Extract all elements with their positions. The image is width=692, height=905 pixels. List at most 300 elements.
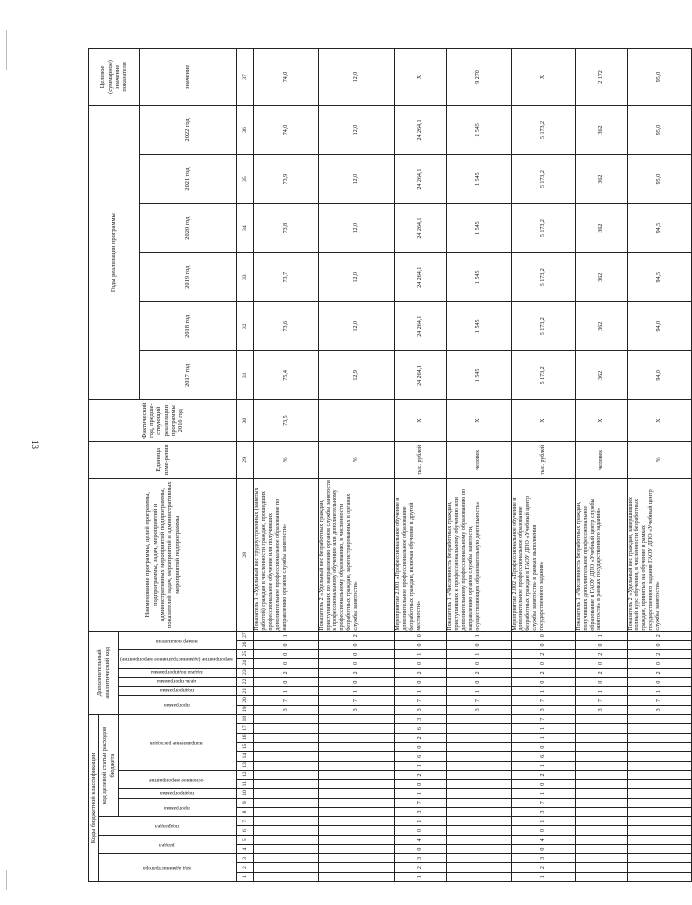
row-name-cell: Показатель 2 «Удельный вес граждан, завершивших полный курс обучения, в численности безработных граждан, принятых на обучение в рамках государственного задания ГАОУ ДПО «Учебный центр службы занятости» bbox=[627, 478, 691, 631]
code-digit-cell bbox=[575, 854, 627, 863]
code-digit-cell: 0 bbox=[511, 826, 575, 835]
table-row bbox=[575, 49, 627, 882]
column-index-cell: 1 bbox=[237, 872, 254, 881]
row-name-cell: Мероприятие 2.001 «Профессиональное обучение и дополнительное профессиональное образование безработных граждан, включая обучение в другой местности» bbox=[395, 478, 447, 631]
code-digit-cell bbox=[447, 817, 511, 826]
code-digit-cell: 1 bbox=[627, 687, 691, 696]
code-digit-cell: 0 bbox=[511, 780, 575, 789]
column-index-cell: 31 bbox=[237, 351, 254, 400]
code-digit-cell: 1 bbox=[511, 733, 575, 742]
target-value-cell: Х bbox=[395, 49, 447, 106]
column-index-cell: 26 bbox=[237, 640, 254, 649]
code-digit-cell bbox=[575, 715, 627, 724]
code-digit-cell bbox=[575, 724, 627, 733]
year-value-cell: 1 545 bbox=[447, 253, 511, 302]
unit-cell: человек bbox=[447, 441, 511, 478]
code-digit-cell: 2 bbox=[575, 650, 627, 659]
code-digit-cell bbox=[575, 780, 627, 789]
program-indicators-table bbox=[88, 48, 692, 882]
column-index-cell: 12 bbox=[237, 770, 254, 779]
column-index-cell: 34 bbox=[237, 204, 254, 253]
table-body bbox=[237, 49, 692, 882]
code-digit-cell: 0 bbox=[395, 743, 447, 752]
kbk-mero-header: основное мероприятие bbox=[119, 770, 237, 789]
code-digit-cell bbox=[575, 761, 627, 770]
code-digit-cell: 0 bbox=[395, 780, 447, 789]
code-digit-cell bbox=[254, 752, 318, 761]
table-row bbox=[395, 49, 447, 882]
fact-year-cell: Х bbox=[447, 400, 511, 441]
code-digit-cell: 1 bbox=[575, 631, 627, 640]
code-digit-cell: 0 bbox=[254, 650, 318, 659]
code-digit-cell bbox=[318, 872, 395, 881]
code-digit-cell: 3 bbox=[447, 705, 511, 714]
code-digit-cell: 0 bbox=[511, 677, 575, 686]
code-digit-cell: 3 bbox=[395, 807, 447, 816]
column-index-cell: 25 bbox=[237, 650, 254, 659]
scan-edge-mark bbox=[6, 30, 7, 70]
code-digit-cell bbox=[254, 761, 318, 770]
year-value-cell: 24 264,1 bbox=[395, 351, 447, 400]
code-digit-cell: 1 bbox=[254, 631, 318, 640]
year-value-cell: 12,0 bbox=[318, 204, 395, 253]
table-row bbox=[254, 49, 318, 882]
code-digit-cell: 0 bbox=[395, 659, 447, 668]
code-digit-cell: 0 bbox=[575, 640, 627, 649]
code-digit-cell bbox=[627, 835, 691, 844]
code-digit-cell: 0 bbox=[627, 659, 691, 668]
column-index-cell: 32 bbox=[237, 302, 254, 351]
code-digit-cell bbox=[575, 743, 627, 752]
code-digit-cell: 0 bbox=[318, 640, 395, 649]
code-digit-cell: 7 bbox=[627, 696, 691, 705]
column-index-cell: 4 bbox=[237, 844, 254, 853]
code-digit-cell bbox=[318, 743, 395, 752]
code-digit-cell bbox=[627, 844, 691, 853]
year-value-cell: 1 545 bbox=[447, 351, 511, 400]
target-value-cell: 95,0 bbox=[627, 49, 691, 106]
column-index-cell: 35 bbox=[237, 155, 254, 204]
code-digit-cell bbox=[575, 826, 627, 835]
code-digit-cell bbox=[627, 789, 691, 798]
column-index-cell: 27 bbox=[237, 631, 254, 640]
code-digit-cell bbox=[254, 770, 318, 779]
year-value-cell: 362 bbox=[575, 253, 627, 302]
code-digit-cell: 2 bbox=[395, 770, 447, 779]
year-value-cell: 5 173,2 bbox=[511, 204, 575, 253]
code-digit-cell: 3 bbox=[395, 715, 447, 724]
code-digit-cell: 0 bbox=[395, 677, 447, 686]
year-value-cell: 12,0 bbox=[318, 302, 395, 351]
code-digit-cell: 0 bbox=[627, 640, 691, 649]
year-value-cell: 74,0 bbox=[254, 105, 318, 154]
year-value-cell: 5 173,2 bbox=[511, 105, 575, 154]
year-value-cell: 362 bbox=[575, 351, 627, 400]
table-row bbox=[627, 49, 691, 882]
fact-year-cell: Х bbox=[511, 400, 575, 441]
code-digit-cell bbox=[318, 715, 395, 724]
row-name-cell: Показатель 1 «Численность безработных граждан, приступивших к профессиональному обучению или дополнительному профессиональному образованию по направлению органов службы занятости, осуществляющих образовательную деятельность» bbox=[447, 478, 511, 631]
code-digit-cell: 1 bbox=[254, 687, 318, 696]
code-digit-cell: 2 bbox=[447, 668, 511, 677]
code-digit-cell: 3 bbox=[627, 705, 691, 714]
column-index-cell: 21 bbox=[237, 687, 254, 696]
column-index-cell: 36 bbox=[237, 105, 254, 154]
code-digit-cell: 0 bbox=[447, 659, 511, 668]
code-digit-cell bbox=[318, 817, 395, 826]
unit-cell: % bbox=[318, 441, 395, 478]
code-digit-cell: 7 bbox=[511, 798, 575, 807]
year-value-cell: 24 264,1 bbox=[395, 204, 447, 253]
code-digit-cell bbox=[447, 844, 511, 853]
year-value-cell: 75,4 bbox=[254, 351, 318, 400]
code-digit-cell: 0 bbox=[395, 826, 447, 835]
code-digit-cell bbox=[254, 733, 318, 742]
column-index-cell: 18 bbox=[237, 715, 254, 724]
code-digit-cell: 4 bbox=[395, 835, 447, 844]
year-header: 2018 год bbox=[139, 302, 237, 351]
column-index-cell: 29 bbox=[237, 441, 254, 478]
target-value-cell: 2 172 bbox=[575, 49, 627, 106]
code-digit-cell bbox=[627, 715, 691, 724]
code-digit-cell: 2 bbox=[395, 733, 447, 742]
column-index-cell: 8 bbox=[237, 807, 254, 816]
code-digit-cell: 0 bbox=[447, 677, 511, 686]
code-digit-cell: 2 bbox=[511, 650, 575, 659]
column-index-cell: 33 bbox=[237, 253, 254, 302]
column-index-cell: 6 bbox=[237, 826, 254, 835]
code-digit-cell: 3 bbox=[511, 705, 575, 714]
code-digit-cell bbox=[254, 835, 318, 844]
code-digit-cell: 0 bbox=[254, 659, 318, 668]
unit-cell: тыс. рублей bbox=[395, 441, 447, 478]
dop-prog-header: программа bbox=[119, 696, 237, 715]
year-value-cell: 362 bbox=[575, 302, 627, 351]
years-group-header: Годы реализации программы bbox=[89, 105, 140, 400]
code-digit-cell bbox=[627, 780, 691, 789]
code-digit-cell: 0 bbox=[511, 631, 575, 640]
year-value-cell: 12,0 bbox=[318, 155, 395, 204]
code-digit-cell bbox=[575, 752, 627, 761]
code-digit-cell: 0 bbox=[511, 743, 575, 752]
target-value-header: значение bbox=[139, 49, 237, 106]
column-index-cell: 17 bbox=[237, 724, 254, 733]
code-digit-cell: 3 bbox=[395, 854, 447, 863]
code-digit-cell: 1 bbox=[395, 650, 447, 659]
code-digit-cell bbox=[447, 826, 511, 835]
column-index-cell: 11 bbox=[237, 780, 254, 789]
code-digit-cell bbox=[447, 863, 511, 872]
code-digit-cell bbox=[575, 872, 627, 881]
code-digit-cell: 0 bbox=[511, 659, 575, 668]
year-value-cell: 5 173,2 bbox=[511, 253, 575, 302]
code-digit-cell bbox=[627, 826, 691, 835]
column-index-cell: 13 bbox=[237, 761, 254, 770]
code-digit-cell bbox=[575, 863, 627, 872]
year-value-cell: 95,0 bbox=[627, 105, 691, 154]
code-digit-cell: 1 bbox=[395, 789, 447, 798]
code-digit-cell bbox=[254, 789, 318, 798]
code-digit-cell bbox=[627, 724, 691, 733]
year-value-cell: 24 264,1 bbox=[395, 253, 447, 302]
year-value-cell: 362 bbox=[575, 155, 627, 204]
year-header: 2022 год bbox=[139, 105, 237, 154]
code-digit-cell bbox=[254, 817, 318, 826]
code-digit-cell: 2 bbox=[395, 668, 447, 677]
code-digit-cell: 0 bbox=[511, 844, 575, 853]
code-digit-cell: 0 bbox=[395, 631, 447, 640]
code-digit-cell bbox=[575, 770, 627, 779]
code-digit-cell: 3 bbox=[575, 705, 627, 714]
code-digit-cell bbox=[318, 724, 395, 733]
row-name-cell: Показатель 2 «Удельный вес безработных граждан, приступивших по направлению органов службы занятости к профессиональному обучению или дополнительному профессиональному образованию, в численности безработных граждан, зарегистрированных в органах службы занятости» bbox=[318, 478, 395, 631]
code-digit-cell bbox=[627, 733, 691, 742]
year-value-cell: 24 264,1 bbox=[395, 302, 447, 351]
code-digit-cell bbox=[627, 743, 691, 752]
code-digit-cell bbox=[447, 798, 511, 807]
code-digit-cell bbox=[254, 780, 318, 789]
code-digit-cell bbox=[627, 752, 691, 761]
code-digit-cell bbox=[447, 743, 511, 752]
code-digit-cell bbox=[318, 835, 395, 844]
kbk-admin-header: код администратора bbox=[99, 854, 237, 882]
year-value-cell: 95,0 bbox=[627, 155, 691, 204]
year-value-cell: 1 545 bbox=[447, 105, 511, 154]
code-digit-cell bbox=[575, 733, 627, 742]
code-digit-cell: 1 bbox=[511, 724, 575, 733]
code-digit-cell: 1 bbox=[395, 687, 447, 696]
column-index-cell: 23 bbox=[237, 668, 254, 677]
code-digit-cell bbox=[447, 752, 511, 761]
target-value-cell: 9 270 bbox=[447, 49, 511, 106]
kbk-podrazdel-header: подраздел bbox=[99, 817, 237, 836]
column-index-cell: 24 bbox=[237, 659, 254, 668]
code-digit-cell bbox=[318, 863, 395, 872]
year-value-cell: 12,0 bbox=[318, 253, 395, 302]
year-value-cell: 73,7 bbox=[254, 253, 318, 302]
target-value-cell: 74,0 bbox=[254, 49, 318, 106]
dop-code-header: Дополнительный аналитический код bbox=[89, 631, 119, 714]
code-digit-cell: 1 bbox=[395, 817, 447, 826]
code-digit-cell bbox=[254, 743, 318, 752]
kbk-tsel-header: код целевой статьи расходов бюджета bbox=[99, 715, 119, 817]
year-header: 2020 год bbox=[139, 204, 237, 253]
code-digit-cell bbox=[318, 798, 395, 807]
unit-cell: тыс. рублей bbox=[511, 441, 575, 478]
code-digit-cell bbox=[318, 854, 395, 863]
code-digit-cell: 0 bbox=[447, 640, 511, 649]
dop-pokaz-header: номер показателя bbox=[119, 631, 237, 650]
header-row-1 bbox=[89, 49, 99, 882]
code-digit-cell bbox=[318, 761, 395, 770]
column-index-cell: 9 bbox=[237, 798, 254, 807]
row-name-cell: Мероприятие 2.002 «Профессиональное обучение и дополнительное профессиональное образование безработных граждан в ГАОУ ДПО «Учебный центр службы занятости» в рамках выполнения государственного задания» bbox=[511, 478, 575, 631]
code-digit-cell bbox=[447, 854, 511, 863]
code-digit-cell: 6 bbox=[511, 752, 575, 761]
year-value-cell: 362 bbox=[575, 204, 627, 253]
column-index-cell: 16 bbox=[237, 733, 254, 742]
code-digit-cell: 7 bbox=[511, 696, 575, 705]
column-index-cell: 19 bbox=[237, 705, 254, 714]
year-header: 2017 год bbox=[139, 351, 237, 400]
code-digit-cell bbox=[254, 715, 318, 724]
column-index-cell: 20 bbox=[237, 696, 254, 705]
code-digit-cell bbox=[627, 854, 691, 863]
year-value-cell: 94,5 bbox=[627, 253, 691, 302]
unit-cell: человек bbox=[575, 441, 627, 478]
code-digit-cell bbox=[254, 863, 318, 872]
rotated-table-page bbox=[88, 48, 662, 882]
code-digit-cell: 6 bbox=[395, 724, 447, 733]
scan-edge-mark bbox=[6, 870, 7, 890]
code-digit-cell: 1 bbox=[511, 761, 575, 770]
year-value-cell: 94,0 bbox=[627, 351, 691, 400]
code-digit-cell: 7 bbox=[395, 696, 447, 705]
code-digit-cell: 1 bbox=[511, 789, 575, 798]
column-index-cell: 15 bbox=[237, 743, 254, 752]
year-value-cell: 73,8 bbox=[254, 204, 318, 253]
code-digit-cell: 2 bbox=[511, 770, 575, 779]
code-digit-cell: 0 bbox=[318, 677, 395, 686]
code-digit-cell: 2 bbox=[254, 668, 318, 677]
year-value-cell: 73,6 bbox=[254, 302, 318, 351]
code-digit-cell: 1 bbox=[447, 631, 511, 640]
code-digit-cell bbox=[254, 807, 318, 816]
code-digit-cell: 7 bbox=[318, 696, 395, 705]
code-digit-cell: 2 bbox=[575, 668, 627, 677]
code-digit-cell bbox=[318, 770, 395, 779]
code-digit-cell bbox=[575, 835, 627, 844]
fact-year-header: Фактический год, предше-ствующий реализации программы 2016 год bbox=[89, 400, 237, 441]
code-digit-cell: 1 bbox=[511, 872, 575, 881]
target-header: Целевое (суммарное) значение показателя bbox=[89, 49, 140, 106]
code-digit-cell: 1 bbox=[575, 687, 627, 696]
code-digit-cell bbox=[575, 844, 627, 853]
code-digit-cell: 1 bbox=[318, 687, 395, 696]
code-digit-cell bbox=[254, 844, 318, 853]
year-value-cell: 362 bbox=[575, 105, 627, 154]
code-digit-cell bbox=[447, 807, 511, 816]
code-digit-cell bbox=[447, 733, 511, 742]
code-digit-cell: 1 bbox=[395, 872, 447, 881]
column-index-cell: 10 bbox=[237, 789, 254, 798]
code-digit-cell bbox=[447, 780, 511, 789]
column-index-cell: 7 bbox=[237, 817, 254, 826]
unit-header: Единица изме-рения bbox=[89, 441, 237, 478]
unit-cell: % bbox=[627, 441, 691, 478]
code-digit-cell: 3 bbox=[511, 854, 575, 863]
code-digit-cell: 3 bbox=[318, 705, 395, 714]
code-digit-cell bbox=[575, 817, 627, 826]
code-digit-cell bbox=[318, 733, 395, 742]
code-digit-cell bbox=[575, 789, 627, 798]
code-digit-cell bbox=[627, 872, 691, 881]
fact-year-cell bbox=[318, 400, 395, 441]
year-value-cell: 1 545 bbox=[447, 204, 511, 253]
code-digit-cell bbox=[627, 770, 691, 779]
code-digit-cell bbox=[447, 789, 511, 798]
code-digit-cell: 0 bbox=[254, 640, 318, 649]
code-digit-cell bbox=[254, 854, 318, 863]
year-value-cell: 94,0 bbox=[627, 302, 691, 351]
row-name-cell: Показатель 1 «Численность безработных граждан, получивших дополнительное профессиональное образование в ГАОУ ДПО «Учебный центр службы занятости» в рамках государственного задания» bbox=[575, 478, 627, 631]
code-digit-cell: 0 bbox=[395, 844, 447, 853]
code-digit-cell bbox=[318, 826, 395, 835]
code-digit-cell bbox=[254, 724, 318, 733]
year-header: 2019 год bbox=[139, 253, 237, 302]
code-digit-cell bbox=[627, 817, 691, 826]
year-value-cell: 12,0 bbox=[318, 105, 395, 154]
code-digit-cell: 4 bbox=[511, 835, 575, 844]
target-value-cell: Х bbox=[511, 49, 575, 106]
code-digit-cell bbox=[254, 872, 318, 881]
code-digit-cell bbox=[318, 780, 395, 789]
code-digit-cell: 2 bbox=[318, 631, 395, 640]
code-digit-cell: 0 bbox=[395, 640, 447, 649]
code-digit-cell: 2 bbox=[511, 863, 575, 872]
code-digit-cell: 0 bbox=[511, 640, 575, 649]
table-row bbox=[318, 49, 395, 882]
code-digit-cell bbox=[627, 863, 691, 872]
code-digit-cell: 0 bbox=[575, 659, 627, 668]
code-digit-cell: 1 bbox=[395, 761, 447, 770]
code-digit-cell bbox=[254, 798, 318, 807]
code-digit-cell bbox=[318, 789, 395, 798]
kbk-napr-header: направление расходов bbox=[119, 715, 237, 771]
code-digit-cell: 7 bbox=[575, 696, 627, 705]
fact-year-cell: Х bbox=[627, 400, 691, 441]
year-value-cell: 5 173,2 bbox=[511, 155, 575, 204]
column-index-cell: 2 bbox=[237, 863, 254, 872]
year-header: 2021 год bbox=[139, 155, 237, 204]
year-value-cell: 24 264,1 bbox=[395, 155, 447, 204]
year-value-cell: 1 545 bbox=[447, 302, 511, 351]
code-digit-cell: 3 bbox=[395, 705, 447, 714]
column-index-cell: 3 bbox=[237, 854, 254, 863]
column-index-cell: 28 bbox=[237, 478, 254, 631]
code-digit-cell: 3 bbox=[511, 807, 575, 816]
code-digit-cell bbox=[627, 761, 691, 770]
dop-mero-header: мероприятие (административное мероприятие) bbox=[119, 650, 237, 669]
fact-year-cell: Х bbox=[575, 400, 627, 441]
page-number: 13 bbox=[30, 440, 40, 449]
code-digit-cell: 2 bbox=[627, 668, 691, 677]
code-digit-cell: 2 bbox=[318, 668, 395, 677]
dop-podprog-header: подпрограмма bbox=[119, 687, 237, 696]
target-value-cell: 12,0 bbox=[318, 49, 395, 106]
code-digit-cell: 1 bbox=[511, 817, 575, 826]
kbk-razdel-header: раздел bbox=[99, 835, 237, 854]
code-digit-cell: 0 bbox=[254, 677, 318, 686]
code-digit-cell bbox=[627, 798, 691, 807]
code-digit-cell bbox=[627, 807, 691, 816]
code-digit-cell bbox=[447, 872, 511, 881]
code-digit-cell: 3 bbox=[254, 705, 318, 714]
code-digit-cell: 0 bbox=[575, 677, 627, 686]
unit-cell: % bbox=[254, 441, 318, 478]
code-digit-cell bbox=[318, 844, 395, 853]
code-digit-cell bbox=[318, 752, 395, 761]
column-index-cell: 5 bbox=[237, 835, 254, 844]
code-digit-cell: 7 bbox=[511, 715, 575, 724]
code-digit-cell: 0 bbox=[318, 659, 395, 668]
code-digit-cell: 7 bbox=[395, 798, 447, 807]
code-digit-cell bbox=[318, 807, 395, 816]
table-row bbox=[447, 49, 511, 882]
code-digit-cell bbox=[254, 826, 318, 835]
code-digit-cell: 2 bbox=[511, 668, 575, 677]
fact-year-cell: 73,5 bbox=[254, 400, 318, 441]
